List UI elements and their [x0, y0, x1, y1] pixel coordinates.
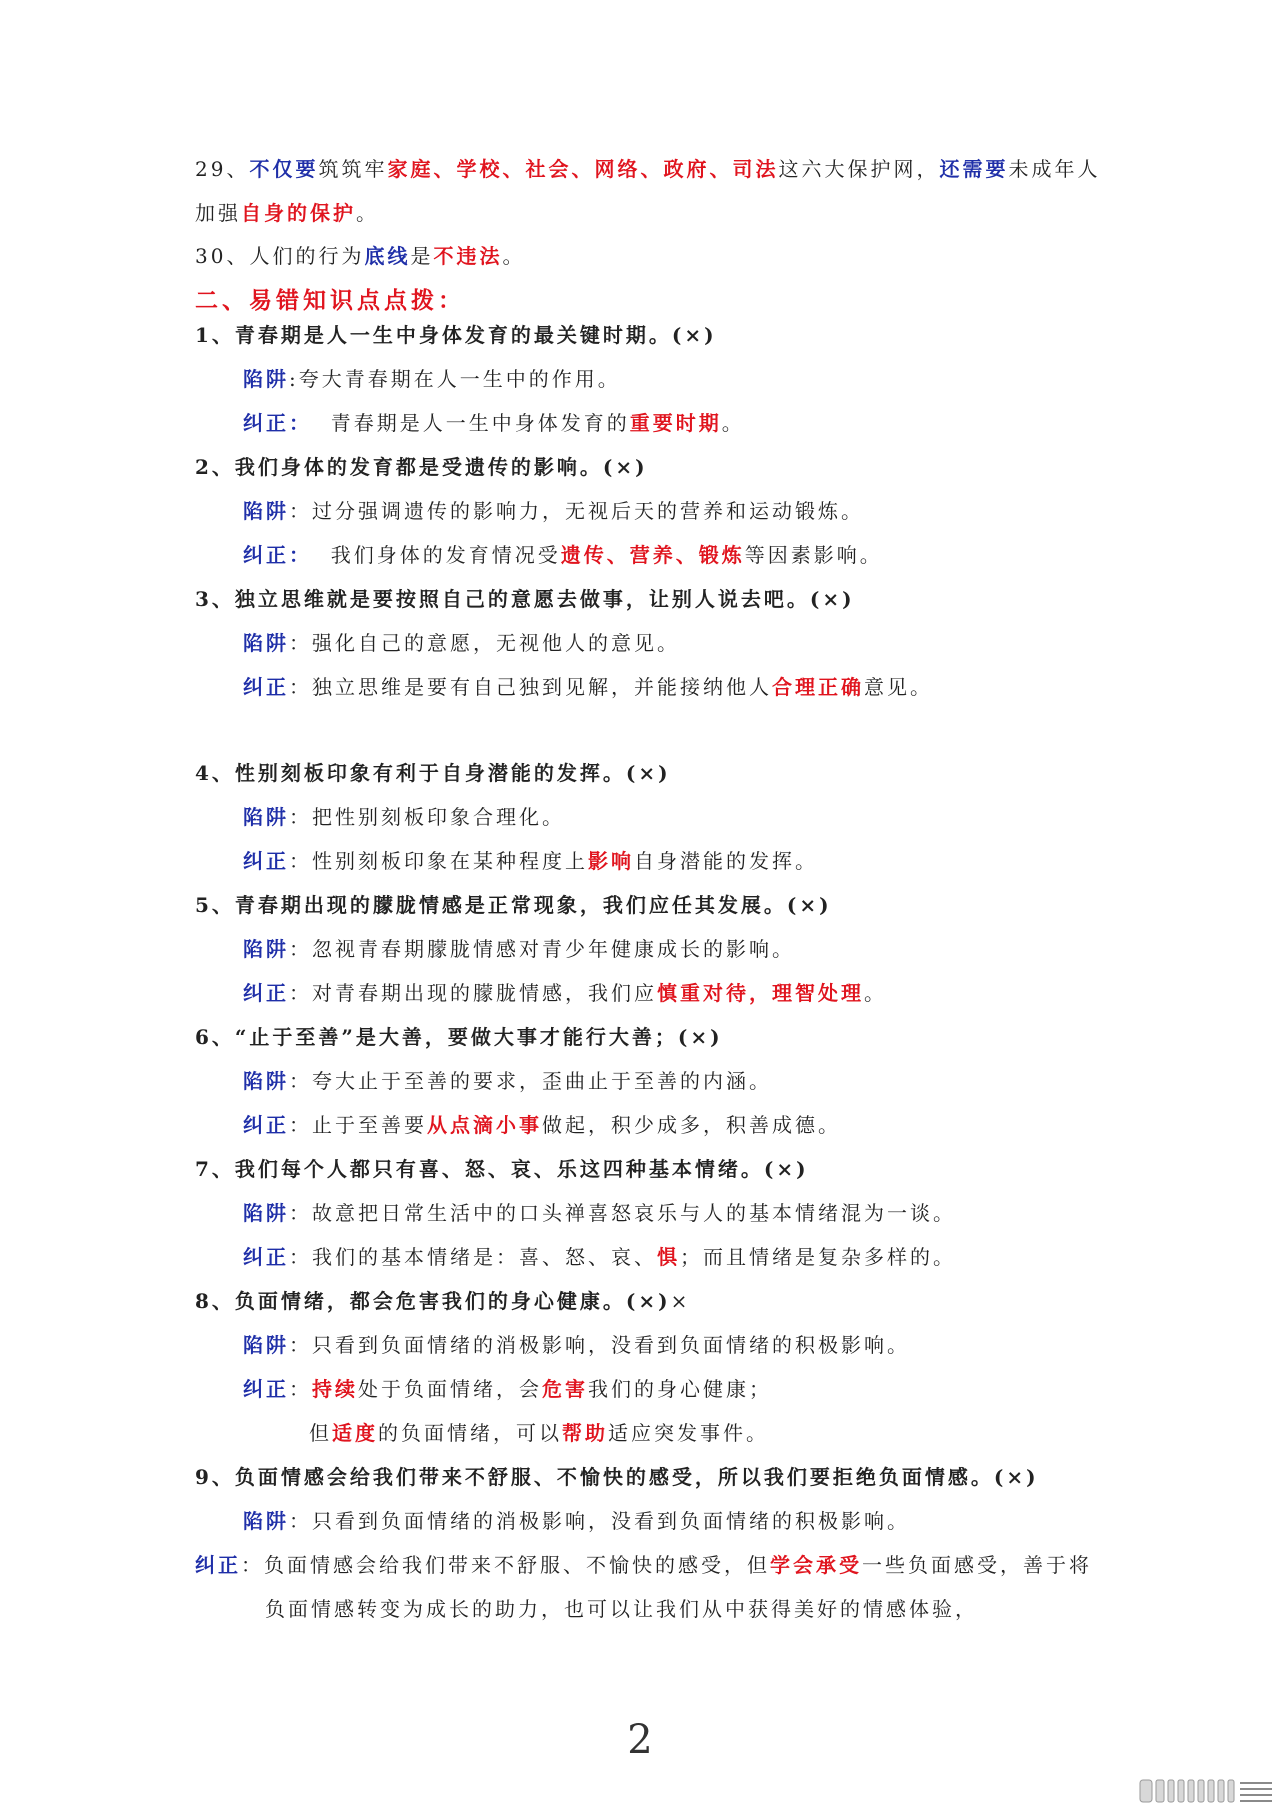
- keyword-text: 学会承受: [770, 1553, 862, 1577]
- body-text: ×: [670, 1289, 691, 1313]
- label-text: 纠正：: [243, 543, 312, 567]
- body-text: 2、我们身体的发育都是受遗传的影响。(×): [195, 455, 648, 479]
- text-line: [243, 410, 745, 436]
- text-line: [195, 1288, 690, 1314]
- body-text: ；而且情绪是复杂多样的。: [680, 1245, 956, 1269]
- body-text: 。: [864, 981, 887, 1005]
- text-line: [195, 156, 1100, 182]
- text-line: [243, 848, 818, 874]
- text-line: [195, 454, 648, 480]
- body-text: 加强: [195, 201, 241, 225]
- body-text: 5、青春期出现的朦胧情感是正常现象，我们应任其发展。(×): [195, 893, 832, 917]
- keyword-text: 慎重对待，理智处理: [657, 981, 864, 1005]
- body-text: ：只看到负面情绪的消极影响，没看到负面情绪的积极影响。: [289, 1333, 910, 1357]
- keyword-text: 惧: [657, 1245, 680, 1269]
- text-line: [195, 1156, 809, 1182]
- keyword-text: 影响: [588, 849, 634, 873]
- keyword-text: 适度: [332, 1421, 378, 1445]
- text-line: [195, 892, 832, 918]
- label-text: 陷阱: [243, 805, 289, 829]
- label-text: 纠正: [243, 1377, 289, 1401]
- keyword-text: 二、易错知识点点拨：: [195, 287, 465, 314]
- body-text: 青春期是人一生中身体发育的: [312, 411, 630, 435]
- text-line: [243, 366, 621, 392]
- body-text: 3、独立思维就是要按照自己的意愿去做事，让别人说去吧。(×): [195, 587, 855, 611]
- body-text: ：故意把日常生活中的口头禅喜怒哀乐与人的基本情绪混为一谈。: [289, 1201, 956, 1225]
- body-text: ：只看到负面情绪的消极影响，没看到负面情绪的积极影响。: [289, 1509, 910, 1533]
- label-text: 纠正: [243, 1113, 289, 1137]
- body-text: 30、人们的行为: [195, 244, 365, 268]
- keyword-text: 合理正确: [772, 675, 864, 699]
- body-text: 9、负面情感会给我们带来不舒服、不愉快的感受，所以我们要拒绝负面情感。(×): [195, 1465, 1039, 1489]
- text-line: [195, 760, 671, 786]
- body-text: 做起，积少成多，积善成德。: [542, 1113, 841, 1137]
- text-line: [243, 630, 680, 656]
- keyword-text: 持续: [312, 1377, 358, 1401]
- text-line: [243, 980, 887, 1006]
- text-line: [195, 1552, 1092, 1578]
- body-text: 是: [410, 244, 434, 268]
- text-line: [243, 1332, 910, 1358]
- text-line: [243, 1376, 772, 1402]
- body-text: ：: [289, 1377, 312, 1401]
- body-text: 负面情感转变为成长的助力，也可以让我们从中获得美好的情感体验，: [265, 1597, 978, 1621]
- keyword-text: 危害: [542, 1377, 588, 1401]
- keyword-text: 家庭、学校、社会、网络、政府、司法: [387, 157, 779, 181]
- text-line: [195, 1024, 723, 1050]
- text-line: [243, 674, 933, 700]
- label-text: 底线: [364, 244, 411, 268]
- label-text: 陷阱: [243, 631, 289, 655]
- text-line: [243, 498, 864, 524]
- page-number: 2: [627, 1717, 653, 1763]
- keyword-text: 帮助: [562, 1421, 608, 1445]
- text-line: [243, 1200, 956, 1226]
- label-text: 还需要: [939, 157, 1009, 181]
- label-text: 纠正: [243, 675, 289, 699]
- text-line: [195, 200, 379, 226]
- body-text: 等因素影响。: [744, 543, 883, 567]
- body-text: 29、: [195, 157, 250, 181]
- label-text: 纠正: [243, 1245, 289, 1269]
- label-text: 纠正: [243, 849, 289, 873]
- label-text: 陷阱: [243, 367, 289, 391]
- body-text: 。: [721, 411, 745, 435]
- text-line: [195, 322, 717, 348]
- text-line: [243, 1068, 772, 1094]
- body-text: 意见。: [864, 675, 933, 699]
- body-text: 我们的身心健康；: [588, 1377, 772, 1401]
- text-line: [243, 1508, 910, 1534]
- label-text: 陷阱: [243, 937, 289, 961]
- body-text: 筑筑牢: [318, 157, 388, 181]
- label-text: 陷阱: [243, 1509, 289, 1533]
- text-line: [309, 1420, 769, 1446]
- text-line: [195, 243, 525, 269]
- body-text: ：过分强调遗传的影响力，无视后天的营养和运动锻炼。: [289, 499, 864, 523]
- body-text: ：性别刻板印象在某种程度上: [289, 849, 588, 873]
- text-line: [195, 586, 855, 612]
- body-text: 6、“止于至善”是大善，要做大事才能行大善；(×): [195, 1025, 723, 1049]
- label-text: 不仅要: [249, 157, 319, 181]
- keyword-text: 自身的保护: [241, 201, 356, 225]
- body-text: 的负面情绪，可以: [378, 1421, 562, 1445]
- keyword-text: 不违法: [433, 244, 503, 268]
- body-text: ：对青春期出现的朦胧情感，我们应: [289, 981, 657, 1005]
- label-text: 纠正: [243, 981, 289, 1005]
- body-text: ：负面情感会给我们带来不舒服、不愉快的感受，但: [241, 1553, 770, 1577]
- label-text: 纠正: [195, 1553, 241, 1577]
- keyword-text: 重要时期: [629, 411, 722, 435]
- label-text: 陷阱: [243, 1069, 289, 1093]
- body-text: 我们身体的发育情况受: [312, 543, 561, 567]
- body-text: ：把性别刻板印象合理化。: [289, 805, 565, 829]
- body-text: ：止于至善要: [289, 1113, 427, 1137]
- body-text: 1、青春期是人一生中身体发育的最关键时期。(×): [195, 323, 717, 347]
- body-text: ：强化自己的意愿，无视他人的意见。: [289, 631, 680, 655]
- body-text: 7、我们每个人都只有喜、怒、哀、乐这四种基本情绪。(×): [195, 1157, 809, 1181]
- body-text: 适应突发事件。: [608, 1421, 769, 1445]
- body-text: ：夸大止于至善的要求，歪曲止于至善的内涵。: [289, 1069, 772, 1093]
- body-text: 4、性别刻板印象有利于自身潜能的发挥。(×): [195, 761, 671, 785]
- body-text: 自身潜能的发挥。: [634, 849, 818, 873]
- text-line: [195, 1464, 1039, 1490]
- section-heading: [195, 288, 465, 314]
- body-text: :夸大青春期在人一生中的作用。: [289, 367, 621, 391]
- body-text: 但: [309, 1421, 332, 1445]
- body-text: 未成年人: [1008, 157, 1101, 181]
- text-line: [243, 1244, 956, 1270]
- text-line: [243, 936, 795, 962]
- label-text: 陷阱: [243, 1333, 289, 1357]
- body-text: 。: [502, 244, 526, 268]
- label-text: 纠正：: [243, 411, 312, 435]
- keyword-text: 遗传、营养、锻炼: [560, 543, 745, 567]
- text-line: [243, 1112, 841, 1138]
- body-text: 处于负面情绪，会: [358, 1377, 542, 1401]
- body-text: 8、负面情绪，都会危害我们的身心健康。(×): [195, 1289, 671, 1313]
- body-text: 这六大保护网，: [778, 157, 940, 181]
- body-text: 一些负面感受，善于将: [862, 1553, 1092, 1577]
- text-line: [243, 804, 565, 830]
- keyword-text: 从点滴小事: [427, 1113, 542, 1137]
- text-line: [265, 1596, 978, 1622]
- barcode-watermark-icon: [1138, 1774, 1276, 1806]
- label-text: 陷阱: [243, 1201, 289, 1225]
- label-text: 陷阱: [243, 499, 289, 523]
- body-text: 。: [356, 201, 379, 225]
- body-text: ：独立思维是要有自己独到见解，并能接纳他人: [289, 675, 772, 699]
- body-text: ：忽视青春期朦胧情感对青少年健康成长的影响。: [289, 937, 795, 961]
- text-line: [243, 542, 883, 568]
- body-text: ：我们的基本情绪是：喜、怒、哀、: [289, 1245, 657, 1269]
